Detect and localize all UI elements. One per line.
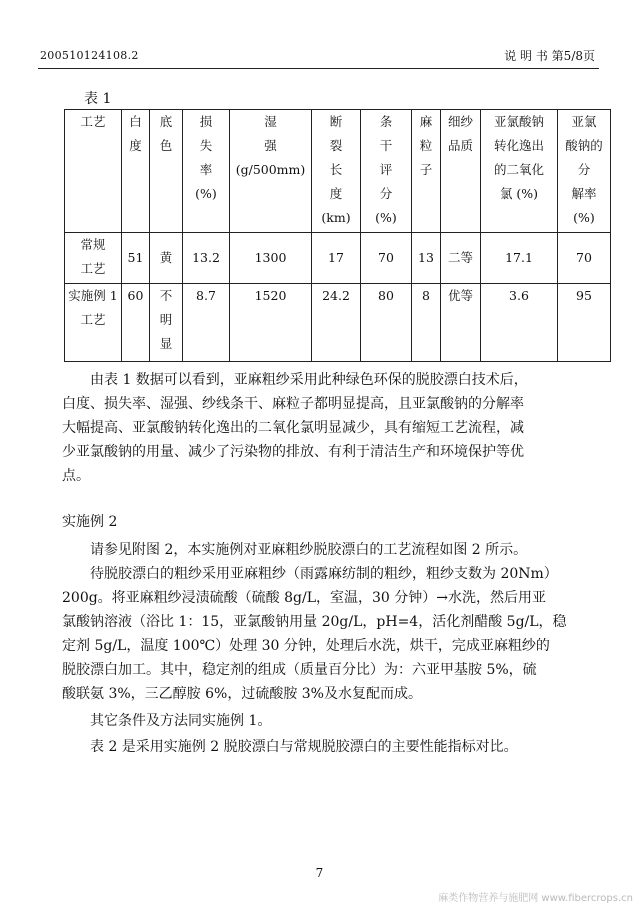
header-line: 分 — [577, 162, 591, 177]
clo2-escape-cell: 3.6 — [481, 284, 558, 362]
paragraph-table2-intro: 表 2 是采用实施例 2 脱胶漂白与常规脱胶漂白的主要性能指标对比。 — [90, 739, 518, 755]
wet-strength-cell: 1300 — [230, 233, 312, 284]
cell-line: 实施例 1 — [68, 288, 118, 303]
cell-line: 常规 — [80, 237, 106, 252]
header-cell — [441, 110, 481, 233]
text-line: 少亚氯酸钠的用量、减少了污染物的排放、有利于清洁生产和环境保护等优 — [62, 444, 524, 460]
header-line: (%) — [195, 186, 217, 201]
header-line: 条 — [379, 114, 393, 129]
cell-line: 明 — [159, 312, 173, 327]
table-row — [65, 233, 611, 284]
cell-line: 显 — [159, 336, 173, 351]
decomp-rate-cell: 95 — [558, 284, 611, 362]
header-line: 亚氯 — [571, 114, 597, 129]
header-line: 的二氧化 — [493, 162, 544, 177]
header-line: (km) — [321, 210, 351, 225]
header-cell — [65, 110, 122, 233]
neps-cell: 13 — [412, 233, 441, 284]
header-line: 细纱 — [447, 114, 473, 129]
header-line: 湿 — [264, 114, 277, 129]
header-line: 损 — [199, 114, 213, 129]
header-line: 长 — [329, 162, 343, 177]
loss-rate-cell: 13.2 — [183, 233, 230, 284]
cell-line: 工艺 — [80, 261, 106, 276]
text-line: 脱胶漂白加工。其中，稳定剂的组成（质量百分比）为：六亚甲基胺 5%，硫 — [62, 662, 537, 678]
header-line: 断 — [329, 114, 343, 129]
decomp-rate-cell: 70 — [558, 233, 611, 284]
text-line: 大幅提高、亚氯酸钠转化逸出的二氧化氯明显减少，具有缩短工艺流程，减 — [62, 420, 524, 436]
header-line: 强 — [264, 138, 277, 153]
example2-heading: 实施例 2 — [62, 514, 118, 530]
evenness-cell: 80 — [361, 284, 412, 362]
yarn-quality-cell: 二等 — [441, 233, 481, 284]
header-line: 白 — [129, 114, 142, 129]
header-line: 率 — [199, 162, 213, 177]
header-line: 麻 — [419, 114, 433, 129]
header-line: 底 — [159, 114, 173, 129]
header-line: 评 — [379, 162, 393, 177]
evenness-cell: 70 — [361, 233, 412, 284]
header-title-page: 说 明 书 第5/8页 — [504, 49, 595, 63]
header-line: 子 — [419, 162, 433, 177]
page-number: 7 — [315, 866, 324, 880]
header-line: 度 — [329, 186, 343, 201]
header-cell — [412, 110, 441, 233]
base-color-cell — [150, 284, 183, 362]
cell-line: 黄 — [159, 250, 173, 265]
header-line: 分 — [379, 186, 393, 201]
process-cell — [65, 284, 122, 362]
header-line: (%) — [375, 210, 397, 225]
paragraph-table1-summary — [62, 368, 582, 488]
text-line: 由表 1 数据可以看到，亚麻粗纱采用此种绿色环保的脱胶漂白技术后， — [90, 372, 528, 388]
header-line: 亚氯酸钠 — [493, 114, 544, 129]
site-watermark: 麻类作物营养与施肥网 www.fibercrops.cn — [438, 893, 633, 904]
header-line: 解率 — [571, 186, 597, 201]
header-line: 色 — [159, 138, 173, 153]
header-line: 粒 — [419, 138, 433, 153]
table-row — [65, 284, 611, 362]
paragraph-process-details — [62, 562, 582, 706]
results-table — [64, 109, 611, 362]
table-title: 表 1 — [84, 91, 112, 107]
header-cell — [183, 110, 230, 233]
text-line: 点。 — [62, 468, 90, 484]
header-line: (%) — [573, 210, 595, 225]
table-header-row — [65, 110, 611, 233]
header-cell — [558, 110, 611, 233]
text-line: 酸联氨 3%，三乙醇胺 6%，过硫酸胺 3%及水复配而成。 — [62, 686, 422, 702]
wet-strength-cell: 1520 — [230, 284, 312, 362]
header-line: 失 — [199, 138, 213, 153]
header-line: 工艺 — [80, 114, 106, 129]
header-cell — [122, 110, 150, 233]
header-line: 酸钠的 — [565, 138, 603, 153]
neps-cell: 8 — [412, 284, 441, 362]
header-line: 转化逸出 — [493, 138, 544, 153]
header-cell — [230, 110, 312, 233]
text-line: 待脱胶漂白的粗纱采用亚麻粗纱（雨露麻纺制的粗纱，粗纱支数为 20Nm） — [90, 566, 558, 582]
text-line: 定剂 5g/L，温度 100℃）处理 30 分钟，处理后水洗，烘干，完成亚麻粗纱的 — [62, 638, 550, 654]
text-line: 氯酸钠溶液（浴比 1：15，亚氯酸钠用量 20g/L，pH=4，活化剂醋酸 5g/L，稳 — [62, 614, 567, 630]
header-line: 裂 — [329, 138, 343, 153]
header-cell — [150, 110, 183, 233]
whiteness-cell: 60 — [122, 284, 150, 362]
breaking-length-cell: 24.2 — [312, 284, 361, 362]
header-line: 度 — [129, 138, 142, 153]
header-line: 氯 (%) — [499, 186, 539, 201]
yarn-quality-cell: 优等 — [441, 284, 481, 362]
loss-rate-cell: 8.7 — [183, 284, 230, 362]
paragraph-figure2-ref: 请参见附图 2，本实施例对亚麻粗纱脱胶漂白的工艺流程如图 2 所示。 — [90, 542, 528, 558]
text-line: 白度、损失率、湿强、纱线条干、麻粒子都明显提高，且亚氯酸钠的分解率 — [62, 396, 524, 412]
clo2-escape-cell: 17.1 — [481, 233, 558, 284]
breaking-length-cell: 17 — [312, 233, 361, 284]
header-cell — [481, 110, 558, 233]
header-rule — [38, 68, 599, 69]
cell-line: 不 — [159, 288, 173, 303]
whiteness-cell: 51 — [122, 233, 150, 284]
base-color-cell — [150, 233, 183, 284]
header-cell — [361, 110, 412, 233]
patent-number: 200510124108.2 — [40, 49, 139, 62]
header-line: (g/500mm) — [235, 162, 306, 177]
process-cell — [65, 233, 122, 284]
header-cell — [312, 110, 361, 233]
paragraph-other-conditions: 其它条件及方法同实施例 1。 — [90, 713, 272, 729]
header-line: 干 — [379, 138, 393, 153]
cell-line: 工艺 — [80, 312, 106, 327]
header-line: 品质 — [447, 138, 473, 153]
text-line: 200g。将亚麻粗纱浸渍硫酸（硫酸 8g/L，室温，30 分钟）→水洗，然后用亚 — [62, 590, 547, 606]
